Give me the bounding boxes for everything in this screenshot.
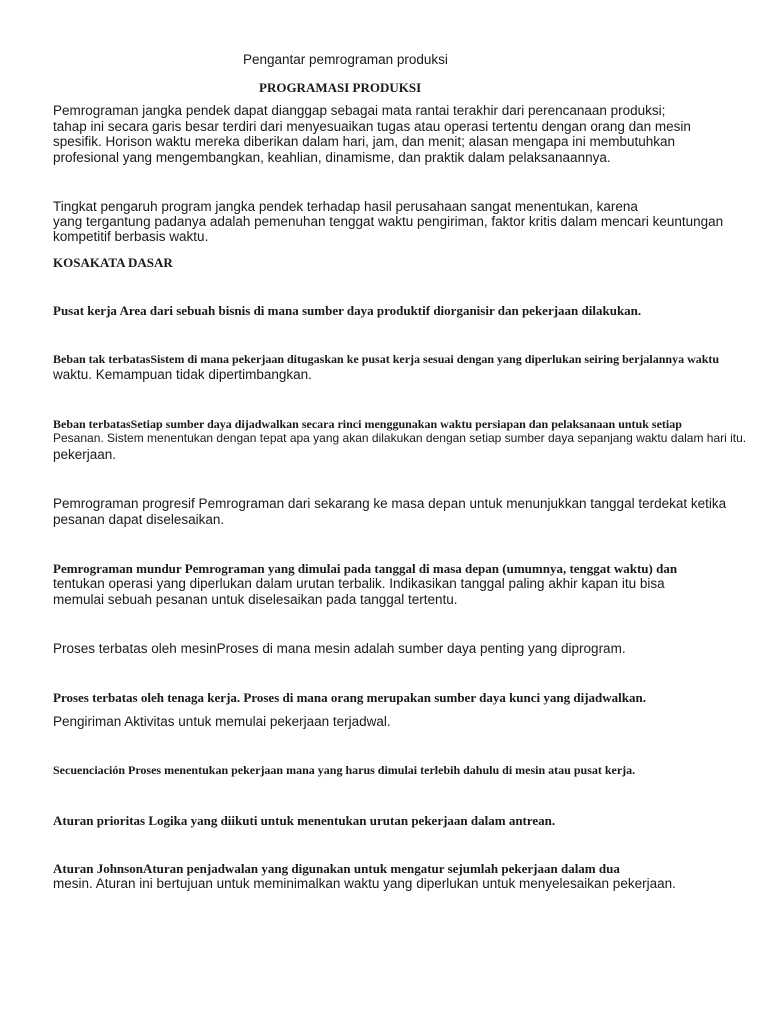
term-secuenciacion: Secuenciación Proses menentukan pekerjaan mana yang harus dimulai terlebih dahulu di mesin atau pusat kerja. xyxy=(53,763,636,777)
text-line: Pesanan. Sistem menentukan dengan tepat apa yang akan dilakukan dengan setiap sumber daya sepanjang waktu dalam hari itu. xyxy=(53,431,747,445)
text-line: mesin. Aturan ini bertujuan untuk meminimalkan waktu yang diperlukan untuk menyelesaikan pekerjaan. xyxy=(53,876,676,891)
term-aturan-prioritas: Aturan prioritas Logika yang diikuti untuk menentukan urutan pekerjaan dalam antrean. xyxy=(53,813,556,828)
text-line: pesanan dapat diselesaikan. xyxy=(53,512,225,527)
text-line: memulai sebuah pesanan untuk diselesaikan pada tanggal tertentu. xyxy=(53,592,458,607)
text-line: spesifik. Horison waktu mereka diberikan dalam hari, jam, dan menit; alasan mengapa ini membutuhkan xyxy=(53,134,676,149)
text-line: kompetitif berbasis waktu. xyxy=(53,229,209,244)
text-line: profesional yang mengembangkan, keahlian, dinamisme, dan praktik dalam pelaksanaannya. xyxy=(53,150,611,165)
term-aturan-johnson: Aturan JohnsonAturan penjadwalan yang digunakan untuk mengatur sejumlah pekerjaan dalam dua xyxy=(53,861,620,876)
text-line: Pemrograman jangka pendek dapat dianggap sebagai mata rantai terakhir dari perencanaan produksi; xyxy=(53,103,666,118)
text-line: tentukan operasi yang diperlukan dalam urutan terbalik. Indikasikan tanggal paling akhir kapan itu bisa xyxy=(53,576,665,591)
term-beban-terbatas: Beban terbatasSetiap sumber daya dijadwalkan secara rinci menggunakan waktu persiapan dan pelaksanaan untuk setiap xyxy=(53,417,682,431)
document-header: Pengantar pemrograman produksi xyxy=(243,52,448,67)
document-title: PROGRAMASI PRODUKSI xyxy=(259,80,422,95)
section-heading: KOSAKATA DASAR xyxy=(53,255,173,270)
text-line: pekerjaan. xyxy=(53,447,117,462)
term-proses-terbatas-mesin: Proses terbatas oleh mesinProses di mana mesin adalah sumber daya penting yang diprogram. xyxy=(53,641,626,656)
text-line: Tingkat pengaruh program jangka pendek terhadap hasil perusahaan sangat menentukan, karena xyxy=(53,199,638,214)
text-line: yang tergantung padanya adalah pemenuhan tenggat waktu pengiriman, faktor kritis dalam mencari keuntungan xyxy=(53,214,724,229)
term-pemrograman-progresif: Pemrograman progresif Pemrograman dari sekarang ke masa depan untuk menunjukkan tanggal terdekat ketika xyxy=(53,496,727,511)
text-line: waktu. Kemampuan tidak dipertimbangkan. xyxy=(53,367,312,382)
term-beban-tak-terbatas: Beban tak terbatasSistem di mana pekerjaan ditugaskan ke pusat kerja sesuai dengan yang diperlukan seiring berjalannya waktu xyxy=(53,352,720,366)
term-pengiriman: Pengiriman Aktivitas untuk memulai pekerjaan terjadwal. xyxy=(53,714,391,729)
term-pemrograman-mundur: Pemrograman mundur Pemrograman yang dimulai pada tanggal di masa depan (umumnya, tenggat waktu) dan xyxy=(53,561,678,576)
term-pusat-kerja: Pusat kerja Area dari sebuah bisnis di mana sumber daya produktif diorganisir dan pekerjaan dilakukan. xyxy=(53,303,642,318)
term-proses-terbatas-tenaga: Proses terbatas oleh tenaga kerja. Proses di mana orang merupakan sumber daya kunci yang dijadwalkan. xyxy=(53,690,646,705)
text-line: tahap ini secara garis besar terdiri dari menyesuaikan tugas atau operasi tertentu dengan orang dan mesin xyxy=(53,119,691,134)
